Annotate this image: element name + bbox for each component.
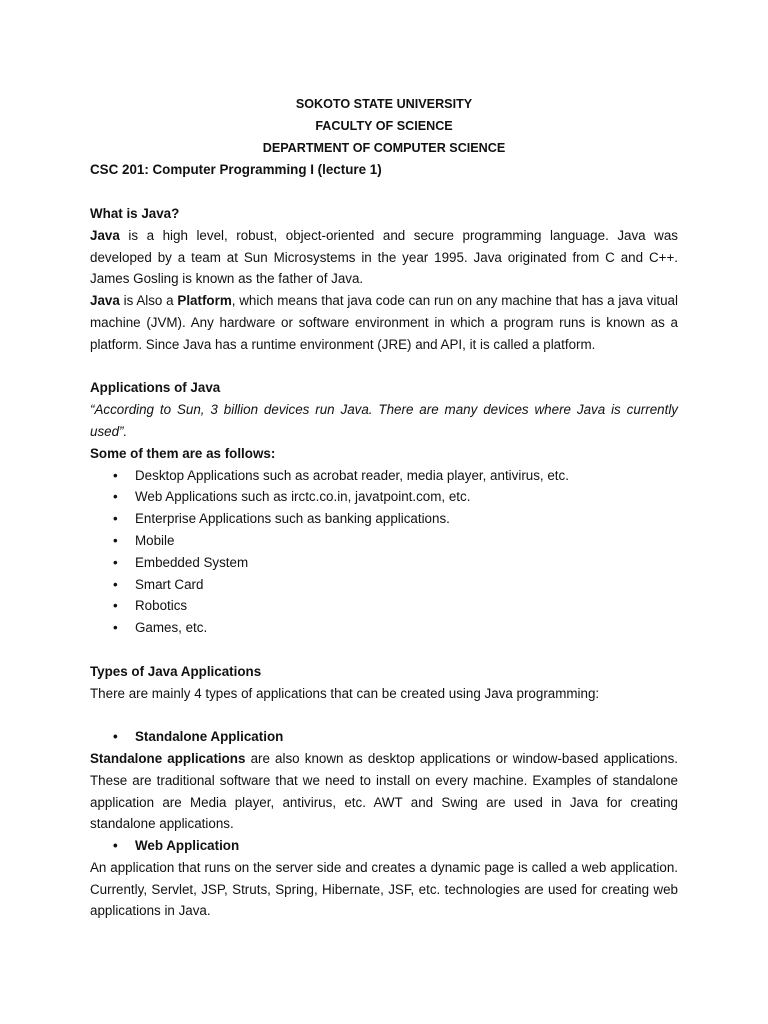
- bullet-icon: •: [113, 554, 118, 570]
- applications-list: [90, 465, 678, 639]
- platform-term: Platform: [177, 293, 232, 309]
- list-item: [90, 617, 678, 639]
- java-definition-paragraph: [90, 225, 678, 290]
- list-item-text: Robotics: [135, 598, 188, 614]
- standalone-bullet-list: [90, 726, 678, 748]
- web-bullet-list: [90, 835, 678, 857]
- bullet-icon: •: [113, 620, 118, 636]
- list-item: [90, 595, 678, 617]
- list-item: [90, 835, 678, 857]
- list-item-text: Mobile: [135, 532, 175, 548]
- applications-intro: Some of them are as follows:: [90, 445, 276, 461]
- list-item: [90, 530, 678, 552]
- university-name: SOKOTO STATE UNIVERSITY: [295, 97, 473, 111]
- types-heading: Types of Java Applications: [90, 663, 262, 679]
- department-name: DEPARTMENT OF COMPUTER SCIENCE: [262, 140, 506, 155]
- java-term: Java: [90, 227, 120, 243]
- list-item-text: Enterprise Applications such as banking applications.: [135, 511, 450, 527]
- bullet-icon: •: [113, 598, 118, 614]
- list-item-text: Desktop Applications such as acrobat reader, media player, antivirus, etc.: [135, 467, 569, 483]
- list-item: [90, 465, 678, 487]
- java-term-2: Java: [90, 293, 120, 309]
- list-item: [90, 552, 678, 574]
- bullet-icon: •: [113, 576, 118, 592]
- applications-heading: Applications of Java: [90, 380, 221, 396]
- bullet-icon: •: [113, 511, 118, 527]
- platform-text-1: is Also a: [119, 293, 178, 309]
- bullet-icon: •: [113, 532, 118, 548]
- java-definition-text: is a high level, robust, object-oriented and secure programming language. Java was developed by a team at Sun Microsystems in the year 1995. Java originated from C and C++. James Gosling is known as the father of Java.: [90, 227, 678, 287]
- bullet-icon: •: [113, 489, 118, 505]
- list-item-text: Smart Card: [135, 576, 204, 592]
- web-heading: Web Application: [135, 838, 240, 854]
- document-page: [90, 94, 678, 922]
- what-is-java-heading: What is Java?: [90, 205, 180, 221]
- list-item-text: Embedded System: [135, 554, 249, 570]
- standalone-term: Standalone applications: [90, 750, 246, 766]
- java-platform-paragraph: [90, 290, 678, 355]
- types-intro: There are mainly 4 types of applications that can be created using Java programming:: [90, 685, 600, 701]
- course-title: CSC 201: Computer Programming I (lecture 1): [90, 162, 382, 178]
- list-item: [90, 726, 678, 748]
- bullet-icon: •: [113, 467, 118, 483]
- platform-text-2: , which means that java code can run on any machine that has a java vitual machine (JVM). Any hardware or software environment in which a program runs is known as a platform. Since Java has a runtime environment (JRE) and API, it is called a platform.: [90, 293, 678, 352]
- list-item-text: Web Applications such as irctc.co.in, javatpoint.com, etc.: [135, 489, 471, 505]
- bullet-icon: •: [113, 729, 118, 745]
- list-item: [90, 508, 678, 530]
- standalone-text: are also known as desktop applications or window-based applications. These are traditional software that we need to install on every machine. Examples of standalone application are Media player, antivirus, etc. AWT and Swing are used in Java for creating standalone applications.: [90, 750, 678, 832]
- standalone-heading: Standalone Application: [135, 729, 284, 745]
- standalone-paragraph: [90, 748, 678, 835]
- list-item: [90, 574, 678, 596]
- applications-quote: “According to Sun, 3 billion devices run Java. There are many devices where Java is currently used”.: [90, 402, 678, 439]
- list-item: [90, 486, 678, 508]
- faculty-name: FACULTY OF SCIENCE: [315, 118, 453, 133]
- list-item-text: Games, etc.: [135, 620, 208, 636]
- web-paragraph: An application that runs on the server side and creates a dynamic page is called a web application. Currently, Servlet, JSP, Struts, Spring, Hibernate, JSF, etc. technologies are used for creating web applications in Java.: [90, 859, 678, 919]
- bullet-icon: •: [113, 838, 118, 854]
